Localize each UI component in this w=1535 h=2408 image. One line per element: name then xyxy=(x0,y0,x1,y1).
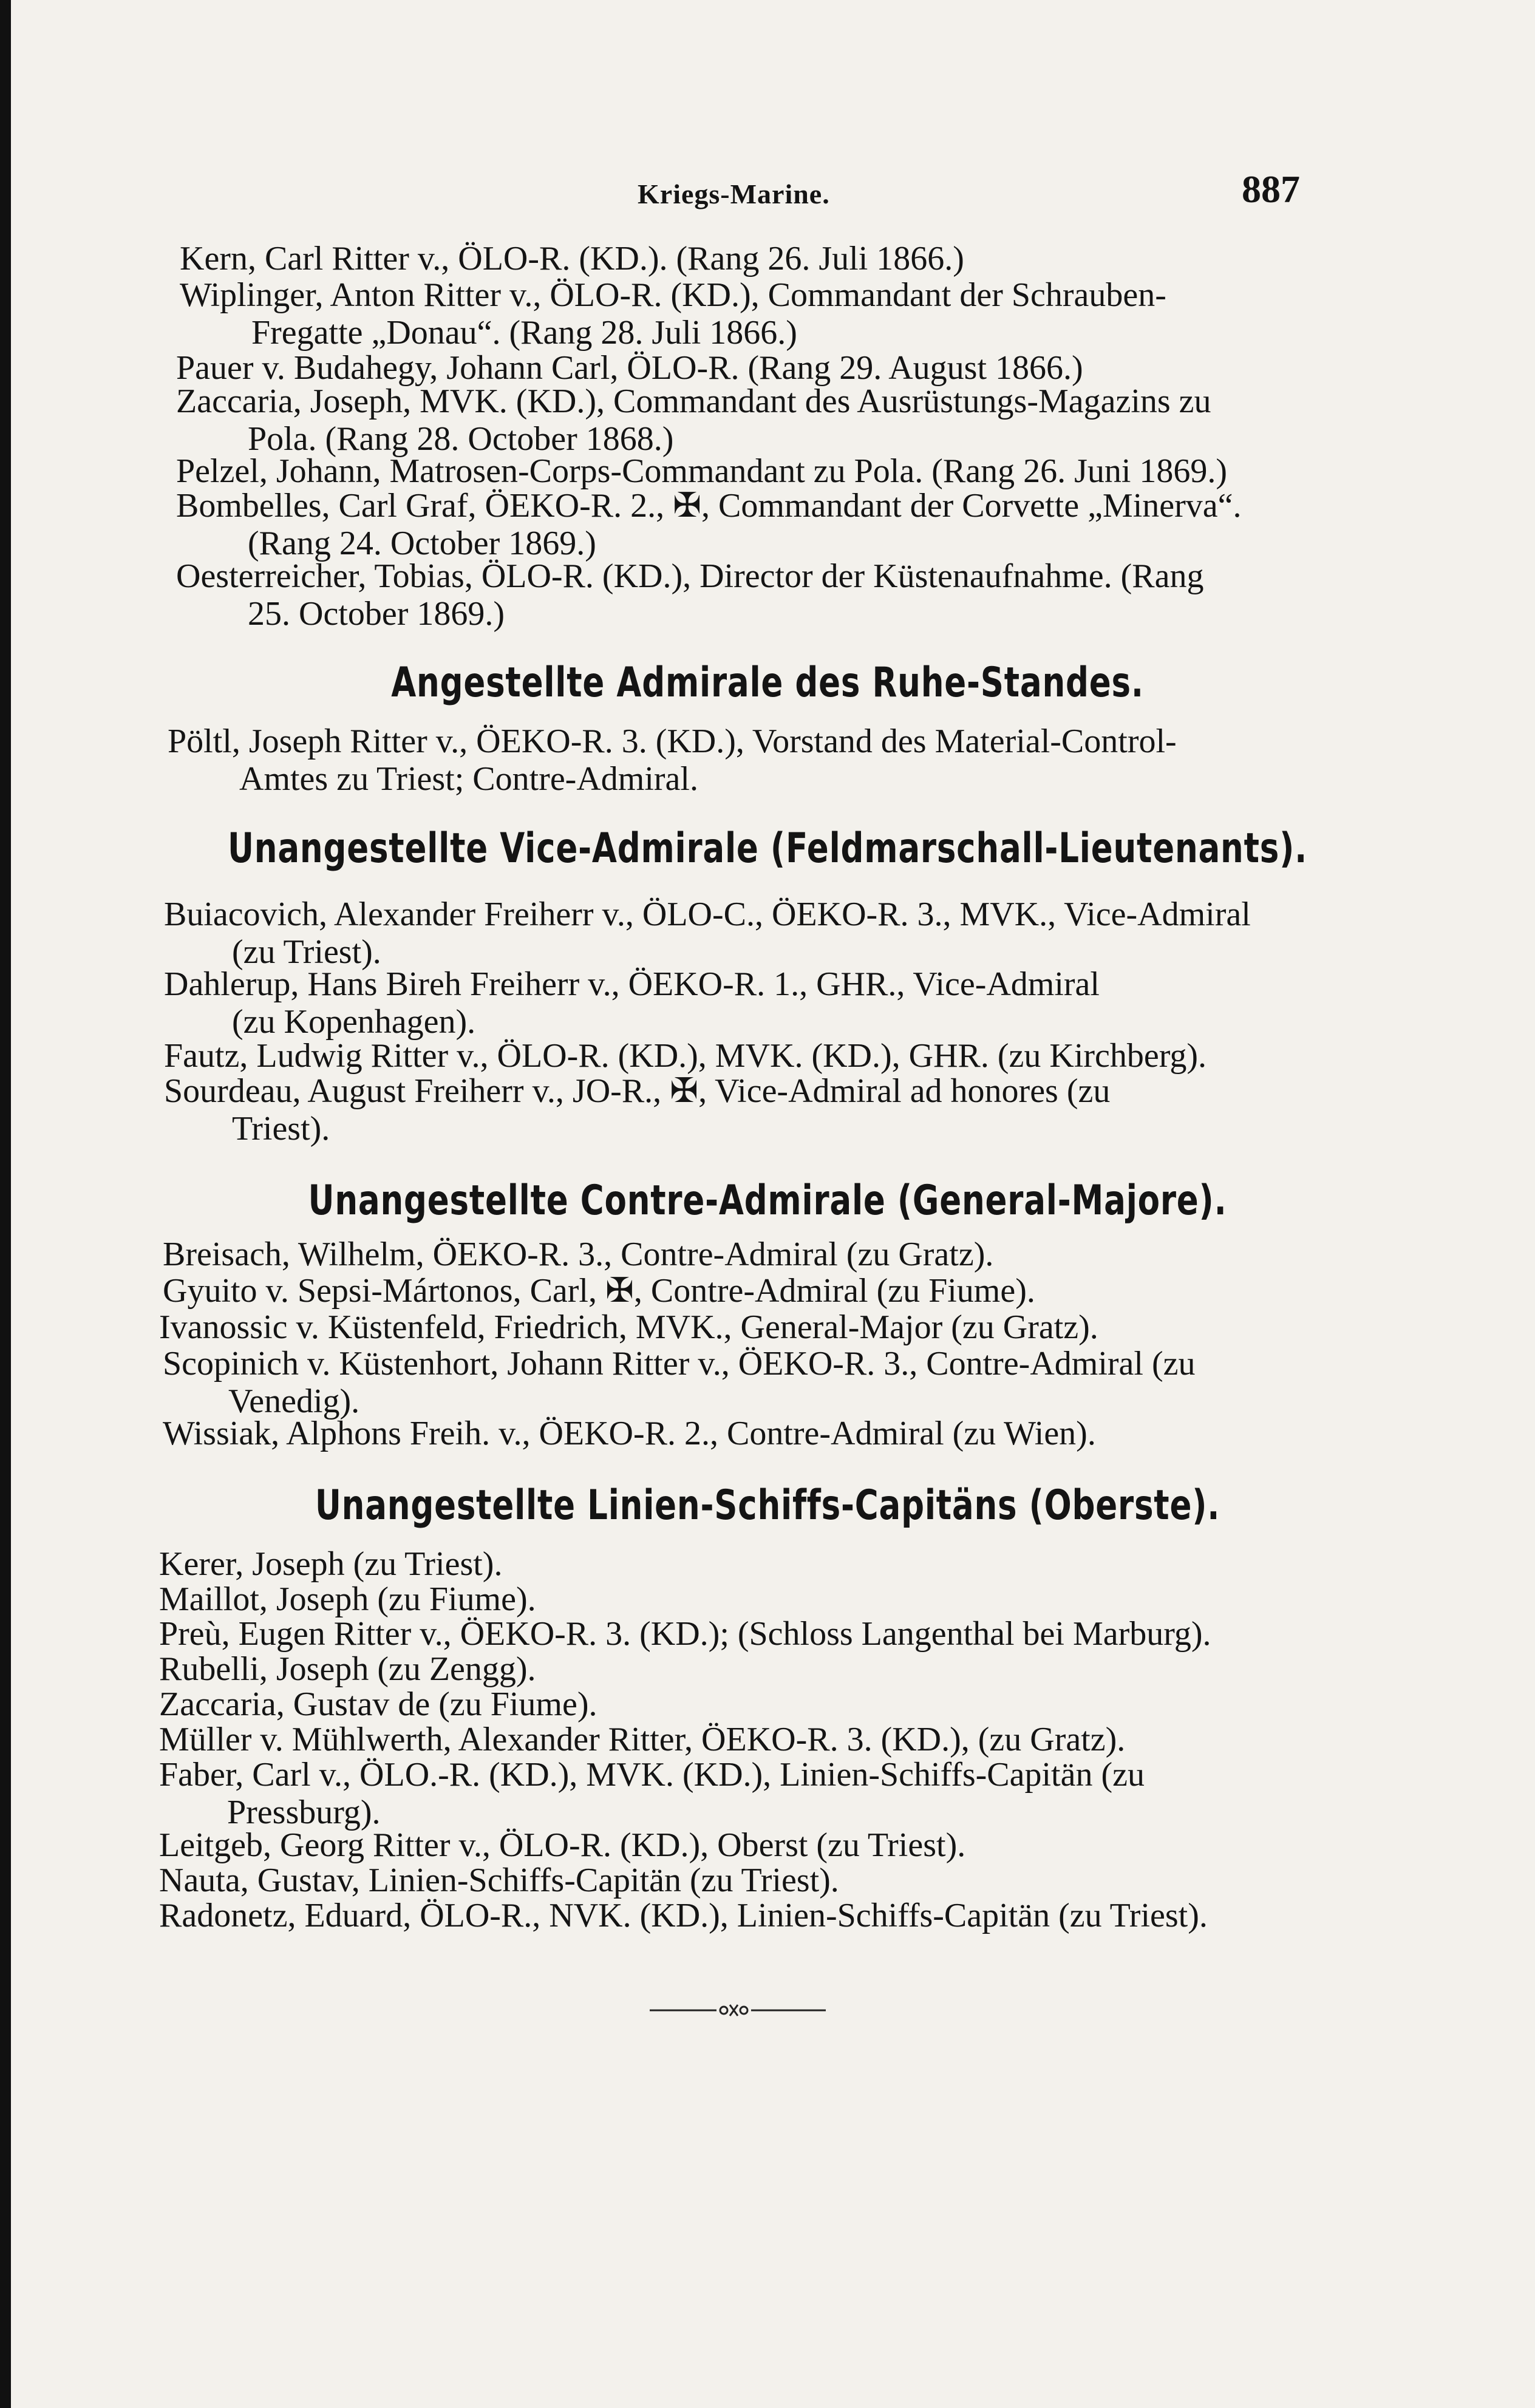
entry-line: Rubelli, Joseph (zu Zengg). xyxy=(159,1650,536,1688)
list-item xyxy=(159,1756,1145,1831)
entry-line: Sourdeau, August Freiherr v., JO-R., ✠, Vice-Admiral ad honores (zu xyxy=(164,1072,1111,1110)
entry-line: Ivanossic v. Küstenfeld, Friedrich, MVK., General-Major (zu Gratz). xyxy=(159,1308,1098,1346)
list-item xyxy=(159,1721,1125,1758)
book-spine-edge xyxy=(0,0,11,2408)
list-item xyxy=(180,240,964,277)
entry-line: Wiplinger, Anton Ritter v., ÖLO-R. (KD.), Commandant der Schrauben- xyxy=(180,276,1166,314)
list-item xyxy=(163,1345,1195,1420)
list-item xyxy=(163,1415,1096,1452)
entry-continuation: Venedig). xyxy=(228,1383,360,1420)
list-item xyxy=(159,1826,965,1864)
entry-line: Pauer v. Budahegy, Johann Carl, ÖLO-R. (Rang 29. August 1866.) xyxy=(176,349,1083,387)
entry-line: Faber, Carl v., ÖLO.-R. (KD.), MVK. (KD.), Linien-Schiffs-Capitän (zu xyxy=(159,1756,1145,1794)
list-item xyxy=(159,1897,1208,1934)
entry-continuation: (Rang 24. October 1869.) xyxy=(248,525,596,562)
list-item xyxy=(176,452,1227,490)
list-item xyxy=(159,1308,1098,1346)
entry-line: Kerer, Joseph (zu Triest). xyxy=(159,1545,503,1583)
entry-line: Kern, Carl Ritter v., ÖLO-R. (KD.). (Rang 26. Juli 1866.) xyxy=(180,240,964,277)
entry-continuation: 25. October 1869.) xyxy=(248,595,505,633)
list-item xyxy=(164,1037,1207,1075)
entry-line: Pöltl, Joseph Ritter v., ÖEKO-R. 3. (KD.), Vorstand des Material-Control- xyxy=(168,723,1177,760)
running-head: Kriegs-Marine. xyxy=(638,179,830,209)
entry-continuation: Amtes zu Triest; Contre-Admiral. xyxy=(239,760,698,798)
list-item xyxy=(164,896,1251,971)
list-item xyxy=(164,965,1100,1041)
entry-line: Müller v. Mühlwerth, Alexander Ritter, ÖEKO-R. 3. (KD.), (zu Gratz). xyxy=(159,1721,1126,1758)
entry-line: Leitgeb, Georg Ritter v., ÖLO-R. (KD.), Oberst (zu Triest). xyxy=(159,1826,966,1864)
entry-continuation: Pola. (Rang 28. October 1868.) xyxy=(248,420,674,458)
entry-line: Zaccaria, Joseph, MVK. (KD.), Commandant des Ausrüstungs-Magazins zu xyxy=(176,383,1211,420)
list-item xyxy=(159,1862,839,1899)
page-number: 887 xyxy=(1242,168,1300,211)
list-item xyxy=(163,1272,1035,1310)
list-item xyxy=(176,557,1203,633)
list-item xyxy=(164,1072,1110,1148)
list-item xyxy=(176,383,1211,458)
entry-line: Zaccaria, Gustav de (zu Fiume). xyxy=(159,1685,597,1723)
entry-continuation: Triest). xyxy=(232,1110,330,1148)
entry-line: Nauta, Gustav, Linien-Schiffs-Capitän (zu Triest). xyxy=(159,1862,839,1899)
list-item xyxy=(180,276,1166,352)
section-title: Angestellte Admirale des Ruhe-Standes. xyxy=(391,659,1144,707)
entry-line: Wissiak, Alphons Freih. v., ÖEKO-R. 2., Contre-Admiral (zu Wien). xyxy=(163,1415,1096,1452)
entry-line: Oesterreicher, Tobias, ÖLO-R. (KD.), Director der Küstenaufnahme. (Rang xyxy=(176,557,1204,595)
entry-continuation: (zu Kopenhagen). xyxy=(232,1003,476,1041)
list-item xyxy=(159,1615,1211,1653)
entry-line: Gyuito v. Sepsi-Mártonos, Carl, ✠, Contre-Admiral (zu Fiume). xyxy=(163,1272,1035,1310)
list-item xyxy=(168,723,1177,798)
entry-continuation: (zu Triest). xyxy=(232,933,381,971)
entry-continuation: Pressburg). xyxy=(227,1794,381,1831)
entry-line: Maillot, Joseph (zu Fiume). xyxy=(159,1580,536,1618)
page-header xyxy=(0,167,1535,216)
list-item xyxy=(176,349,1083,387)
list-item xyxy=(163,1236,993,1273)
entry-line: Radonetz, Eduard, ÖLO-R., NVK. (KD.), Linien-Schiffs-Capitän (zu Triest). xyxy=(159,1897,1208,1934)
entry-line: Breisach, Wilhelm, ÖEKO-R. 3., Contre-Admiral (zu Gratz). xyxy=(163,1236,994,1273)
entry-line: Bombelles, Carl Graf, ÖEKO-R. 2., ✠, Commandant der Corvette „Minerva“. xyxy=(176,487,1242,525)
list-item xyxy=(176,487,1241,562)
list-item xyxy=(159,1580,536,1618)
section-title: Unangestellte Vice-Admirale (Feldmarschall-Lieutenants). xyxy=(227,825,1308,872)
entry-line: Buiacovich, Alexander Freiherr v., ÖLO-C., ÖEKO-R. 3., MVK., Vice-Admiral xyxy=(164,896,1251,933)
entry-line: Scopinich v. Küstenhort, Johann Ritter v., ÖEKO-R. 3., Contre-Admiral (zu xyxy=(163,1345,1196,1383)
ornament-rule-icon xyxy=(650,2001,826,2019)
entry-line: Fautz, Ludwig Ritter v., ÖLO-R. (KD.), MVK. (KD.), GHR. (zu Kirchberg). xyxy=(164,1037,1207,1075)
entry-continuation: Fregatte „Donau“. (Rang 28. Juli 1866.) xyxy=(251,314,797,352)
entry-line: Pelzel, Johann, Matrosen-Corps-Commandant zu Pola. (Rang 26. Juni 1869.) xyxy=(176,452,1228,490)
list-item xyxy=(159,1650,536,1688)
list-item xyxy=(159,1685,597,1723)
section-title: Unangestellte Contre-Admirale (General-Majore). xyxy=(308,1177,1227,1225)
entry-line: Preù, Eugen Ritter v., ÖEKO-R. 3. (KD.); (Schloss Langenthal bei Marburg). xyxy=(159,1615,1211,1653)
entry-line: Dahlerup, Hans Bireh Freiherr v., ÖEKO-R. 1., GHR., Vice-Admiral xyxy=(164,965,1100,1003)
section-title: Unangestellte Linien-Schiffs-Capitäns (Oberste). xyxy=(315,1481,1220,1529)
list-item xyxy=(159,1545,502,1583)
